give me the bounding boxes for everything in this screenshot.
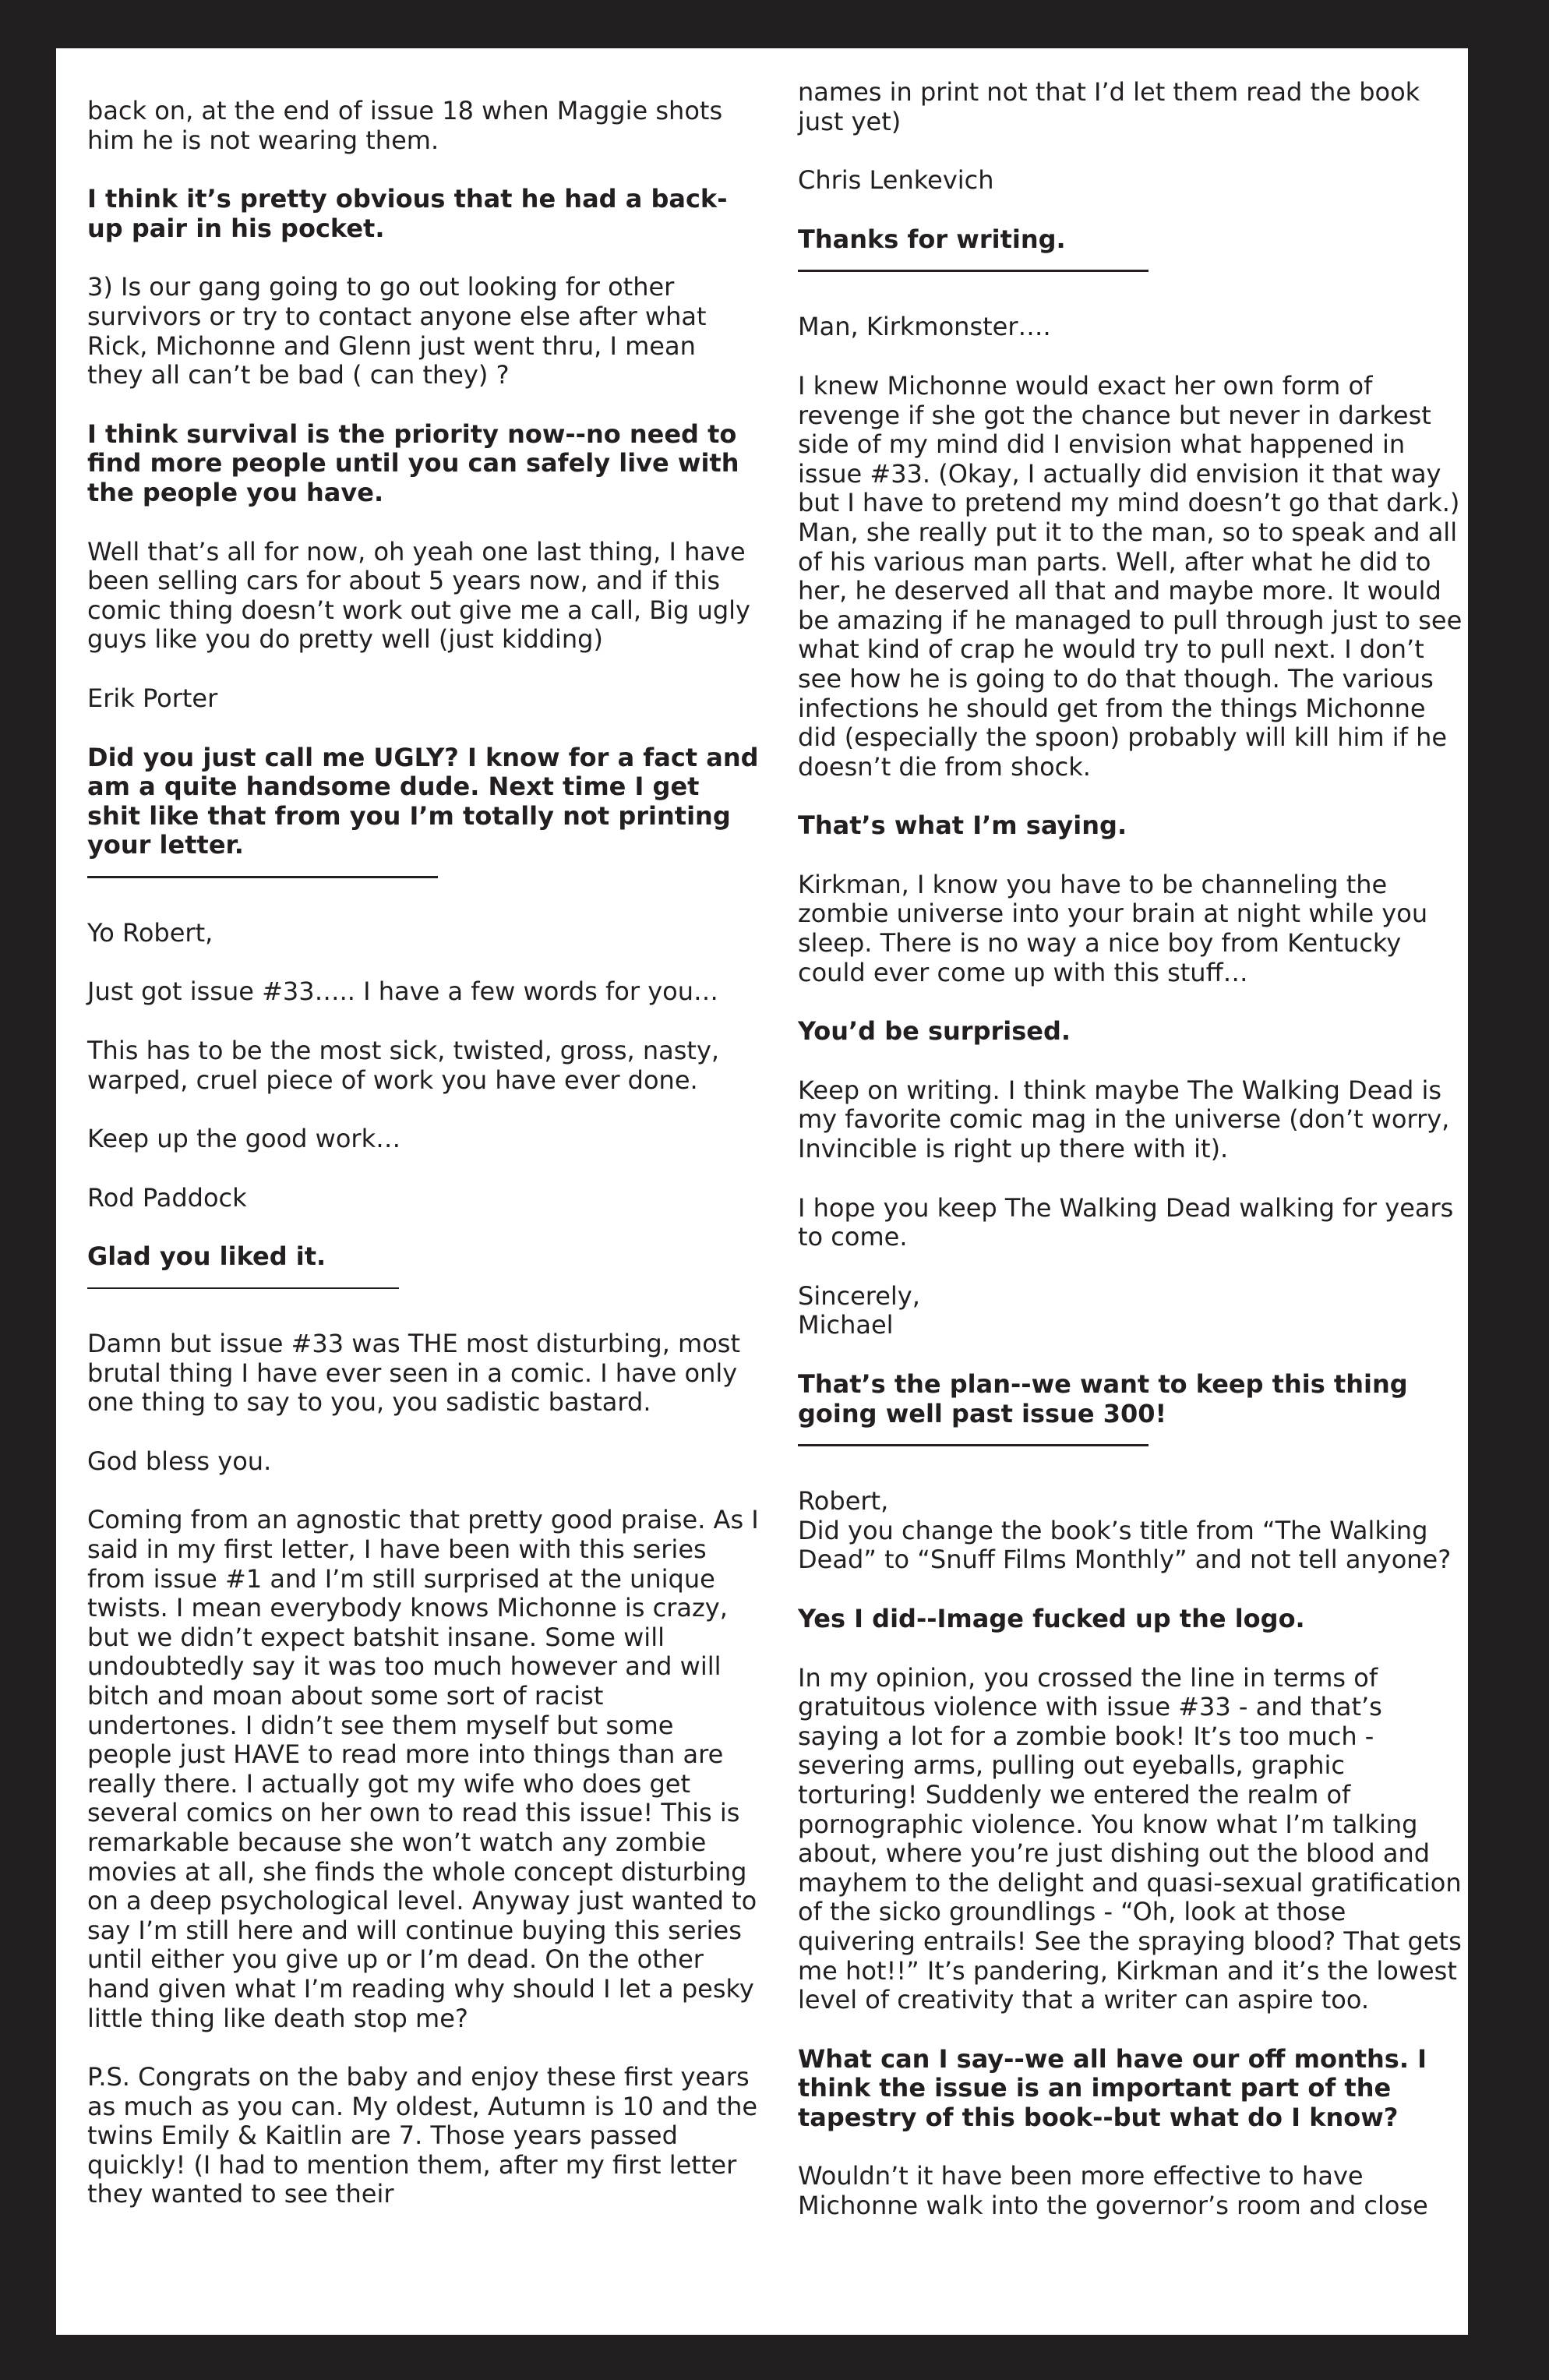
letter-text: Wouldn’t it have been more effective to have Michonne walk into the governor’s room and close: [798, 2161, 1428, 2221]
letter-text: I hope you keep The Walking Dead walking for years to come.: [798, 1192, 1454, 1252]
letter-text: back on, at the end of issue 18 when Maggie shots him he is not wearing them.: [87, 96, 723, 155]
letter-text: names in print not that I’d let them read the book just yet): [798, 77, 1420, 136]
editor-reply: You’d be surprised.: [798, 1016, 1071, 1047]
editor-reply: I think it’s pretty obvious that he had a back-up pair in his pocket.: [87, 184, 728, 243]
letter-divider: [87, 1287, 399, 1289]
letter-text: Coming from an agnostic that pretty good praise. As I said in my first letter, I have been with this series from issue #1 and I’m still surprised at the unique twists. I mean everybody knows Michonne is crazy, but we didn’t expect batshit insane. Some will undoubtedly say it was too much however and will bitch and moan about some sort of racist undertones. I didn’t see them myself but some people just HAVE to read more into things than are really there. I actually got my wife who does get several comics on her own to read this issue! This is remarkable because she won’t watch any zombie movies at all, she finds the whole concept disturbing on a deep psychological level. Anyway just wanted to say I’m still here and will continue buying this series until either you give up or I’m dead. On the other hand given what I’m reading why should I let a pesky little thing like death stop me?: [87, 1505, 759, 2033]
letter-text: 3) Is our gang going to go out looking for other survivors or try to contact anyone else after what Rick, Michonne and Glenn just went thru, I mean they all can’t be bad ( can they) ?: [87, 272, 707, 390]
editor-reply: I think survival is the priority now--no need to find more people until you can safely live with the people you have.: [87, 418, 739, 507]
editor-reply: Glad you liked it.: [87, 1241, 326, 1272]
letter-divider: [798, 1444, 1149, 1446]
letter-text: Just got issue #33….. I have a few words for you…: [87, 976, 718, 1007]
letter-text: Damn but issue #33 was THE most disturbing, most brutal thing I have ever seen in a comic. I have only one thing to say to you, you sadistic bastard.: [87, 1329, 740, 1418]
editor-reply: Thanks for writing.: [798, 224, 1066, 254]
letter-divider: [87, 876, 438, 878]
editor-reply: What can I say--we all have our off months. I think the issue is an important part of the tapestry of this book--but what do I know?: [798, 2043, 1427, 2132]
letter-closing: Sincerely,: [798, 1280, 920, 1311]
editor-reply: That’s the plan--we want to keep this thing going well past issue 300!: [798, 1369, 1408, 1428]
letter-signature: Michael: [798, 1310, 894, 1340]
letter-signature: Rod Paddock: [87, 1182, 247, 1213]
editor-reply: Did you just call me UGLY? I know for a fact and am a quite handsome dude. Next time I get shit like that from you I’m totally not printing your letter.: [87, 742, 759, 860]
letter-text: P.S. Congrats on the baby and enjoy these first years as much as you can. My oldest, Autumn is 10 and the twins Emily & Kaitlin are 7. Those years passed quickly! (I had to mention them, after my first letter they wanted to see their: [87, 2062, 758, 2209]
letter-text: Keep on writing. I think maybe The Walking Dead is my favorite comic mag in the universe (don’t worry, Invincible is right up there with it).: [798, 1075, 1450, 1164]
right-column: [798, 78, 1470, 2251]
letter-signature: Erik Porter: [87, 683, 218, 713]
letter-text: God bless you.: [87, 1446, 272, 1476]
letter-greeting: Man, Kirkmonster….: [798, 312, 1051, 342]
editor-reply: That’s what I’m saying.: [798, 810, 1127, 841]
left-column: [87, 97, 759, 2239]
letter-greeting: Robert,: [798, 1486, 889, 1517]
letter-text: Keep up the good work…: [87, 1124, 401, 1154]
editor-reply: Yes I did--Image fucked up the logo.: [798, 1603, 1305, 1633]
letter-text: Did you change the book’s title from “The Walking Dead” to “Snuff Films Monthly” and not tell anyone?: [798, 1515, 1452, 1575]
letter-divider: [798, 270, 1149, 272]
letter-text: I knew Michonne would exact her own form of revenge if she got the chance but never in darkest side of my mind did I envision what happened in issue #33. (Okay, I actually did envision it that way but I have to pretend my mind doesn’t go that dark.) Man, she really put it to the man, so to speak and all of his various man parts. Well, after what he did to her, he deserved all that and maybe more. It would be amazing if he managed to pull through just to see what kind of crap he would try to pull next. I don’t see how he is going to do that though. The various infections he should get from the things Michonne did (especially the spoon) probably will kill him if he doesn’t die from shock.: [798, 370, 1463, 782]
letter-text: In my opinion, you crossed the line in terms of gratuitous violence with issue #33 - and that’s saying a lot for a zombie book! It’s too much - severing arms, pulling out eyeballs, graphic torturing! Suddenly we entered the realm of pornographic violence. You know what I’m talking about, where you’re just dishing out the blood and mayhem to the delight and quasi-sexual gratification of the sicko groundlings - “Oh, look at those quivering entrails! See the spraying blood? That gets me hot!!” It’s pandering, Kirkman and it’s the lowest level of creativity that a writer can aspire too.: [798, 1662, 1462, 2015]
letter-text: Well that’s all for now, oh yeah one last thing, I have been selling cars for about 5 years now, and if this comic thing doesn’t work out give me a call, Big ugly guys like you do pretty well (just kidding): [87, 536, 750, 655]
letter-text: This has to be the most sick, twisted, gross, nasty, warped, cruel piece of work you have ever done.: [87, 1036, 720, 1095]
letter-text: Kirkman, I know you have to be channeling the zombie universe into your brain at night while you sleep. There is no way a nice boy from Kentucky could ever come up with this stuff…: [798, 869, 1428, 987]
letter-greeting: Yo Robert,: [87, 917, 213, 948]
letter-signature: Chris Lenkevich: [798, 165, 994, 196]
letters-page: [56, 48, 1468, 2335]
